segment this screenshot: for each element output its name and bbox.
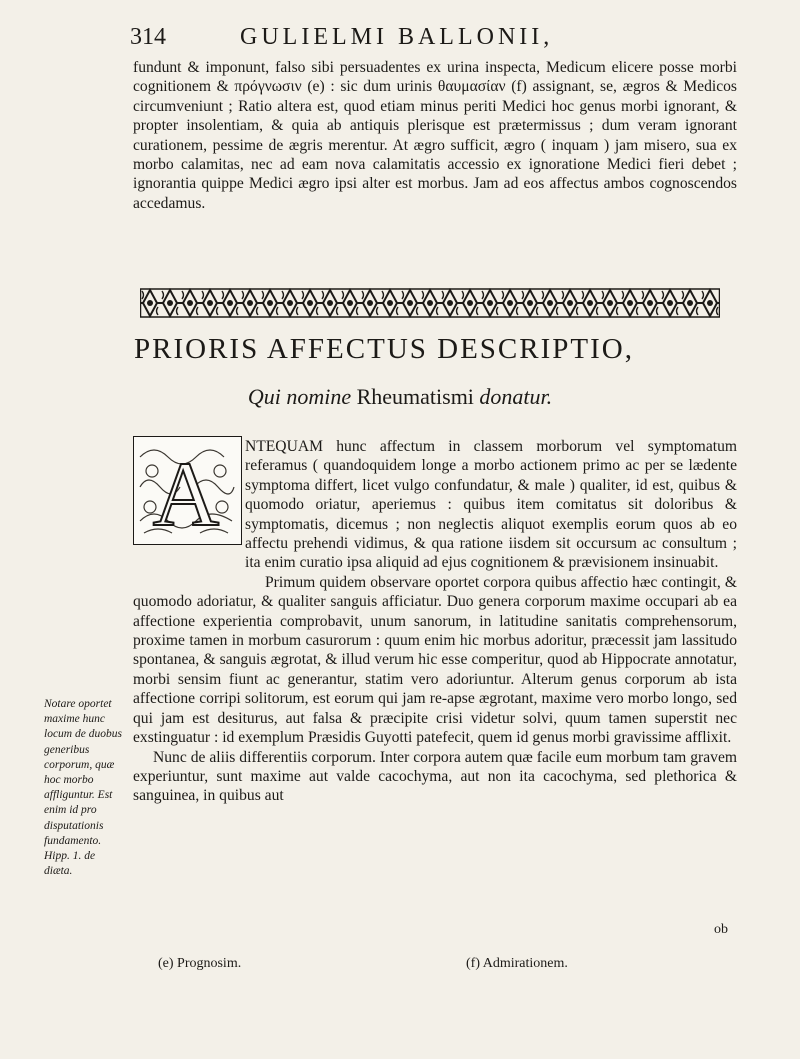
intro-paragraph: fundunt & imponunt, falso sibi persuadentes ex urina inspecta, Medicum elicere posse morbi cognitionem & πρόγνωσιν (e) : sic dum urinis θαυμασίαν (f) assignant, se, ægros & Medicos circumveniunt ; Ratio altera est, quod etiam minus periti Medici hoc genus morbi ignorant, & propter insolentiam, & quia ab antiquis plerisque est prætermissus ; dum veram ignorant curationem, pessime de ægris merentur. At ægro sufficit, ægro ( inquam ) jam misero, sua ex morbo calamitas, nec ad eam nova calamitatis accessio ex ignoratione Medici fieri debet ; ignorantia quippe Medici ægro ipsi alter est morbus. Jam ad eos affectus ambos cognoscendos accedamus. (133, 59, 737, 212)
running-head: GULIELMI BALLONII, (240, 24, 554, 50)
intro-paragraph-block (133, 58, 737, 213)
page-header (130, 22, 730, 56)
footnotes (158, 956, 638, 980)
subtitle-keyword: Rheumatismi (356, 384, 474, 409)
catchword: ob (714, 922, 728, 937)
paragraph-3: Nunc de aliis differentiis corporum. Inter corpora autem quæ facile eum morbum tam gravem experiuntur, sunt maxime aut valde cacochyma, aut non ita cacochyma, sed plethorica & sanguinea, in quibus aut (133, 748, 737, 805)
footnote-f: (f) Admirationem. (466, 956, 568, 971)
section-title: PRIORIS AFFECTUS DESCRIPTIO, (134, 333, 634, 365)
drop-cap-letter: A (152, 443, 220, 541)
main-body (133, 437, 737, 806)
margin-note: Notare oportet maxime hunc locum de duobus generibus corporum, quæ hoc morbo affliguntur. Est enim id pro disputationis fundamento. Hipp. 1. de diæta. (44, 698, 122, 878)
subtitle-prefix: Qui nomine (247, 384, 352, 409)
paragraph-1: NTEQUAM hunc affectum in classem morborum vel symptomatum referamus ( quandoquidem longe a morbo actionem primo ac per se lædente symptoma differt, licet vulgo confundatur, & male ) qualiter, id est, quibus & quomodo oriatur, aperiemus : quibus item comitatus sit doloribus & symptomatis, dicemus ; non neglectis aliquot exemplis eorum quos ab eo affectu prehendi vidimus, & qua ratione iisdem sit occursum ac consultum ; ita enim curatio ipsa aliquid ad ejus cognitionem & prævisionem insinuabit. (245, 438, 737, 572)
paragraph-2: Primum quidem observare oportet corpora quibus affectio hæc contingit, & quomodo adoriatur, & qualiter sanguis afficiatur. Duo genera corporum maxime occupari ab ea affectione experientia comprobavit, unum sanorum, in latitudine sanitatis comprehensorum, proxime tamen in morbum casurorum : quum enim hic morbus adoritur, præcessit jam lassitudo spontanea, & sanguis ægrotat, & illud verum hic esse comperitur, quod ab Hippocrate annotatur, morbi sensim fiunt ac generantur, statim vero adoriuntur. Alterum genus corporum ab ista affectione corripi solitorum, est eorum qui jam re-apse ægrotant, maxime vero morbo longo, sed qui jam est desiturus, aut falsa & præcipite crisi videtur solvi, quum tamen superstit nec exstinguatur : id exemplum Præsidis Guyotti patefecit, quem id genus morbi gravissime afflixit. (133, 573, 737, 747)
page-number: 314 (130, 24, 166, 50)
subtitle-suffix: donatur. (479, 384, 553, 409)
section-subtitle (0, 384, 800, 410)
ornamental-divider (140, 287, 720, 319)
footnote-e: (e) Prognosim. (158, 956, 242, 971)
